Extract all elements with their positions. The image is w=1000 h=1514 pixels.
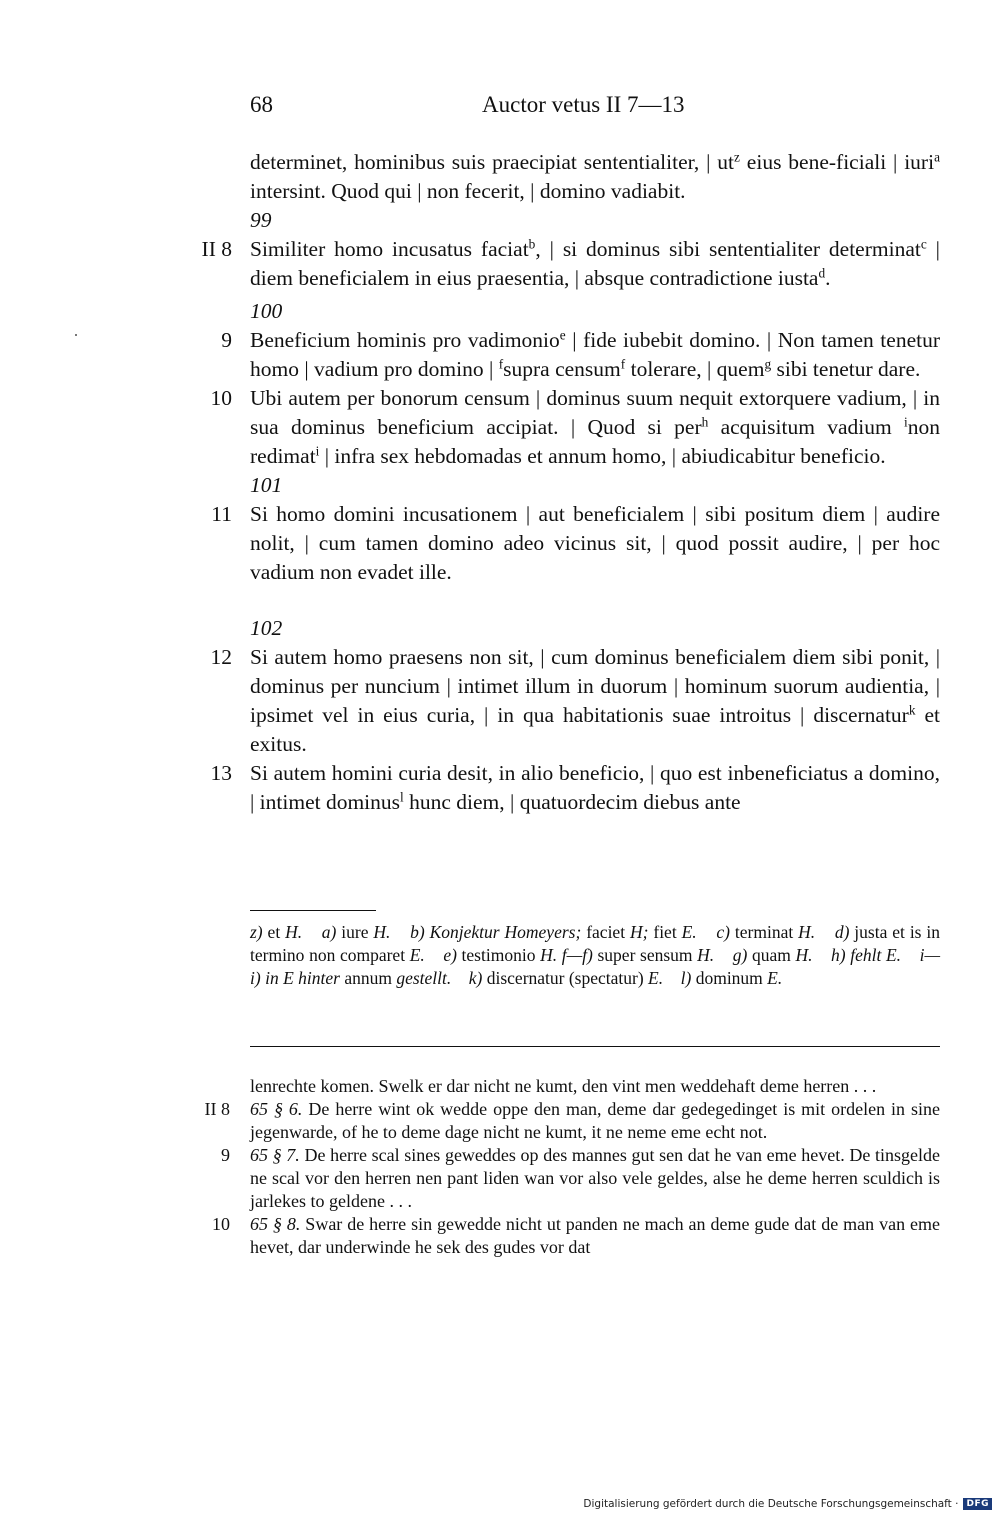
margin-number: 13 (210, 761, 232, 785)
margin-number: 12 (210, 645, 232, 669)
paragraph-9: 9 Beneficium hominis pro vadimonio$^e$ | fide iubebit domino. | Non tamen tenetur homo | vadium pro domino | $^f$supra censum$^f$ tolerare, | quem$^g$ sibi tenetur dare. (221, 327, 940, 381)
german-paragraph-10: 10 65 § 8. Swar de herre sin gewedde nicht ut panden ne mach an deme gude dat de man van eme hevet, dar underwinde he sek des gudes vor dat (212, 1214, 940, 1257)
german-paragraph-8: II 8 65 § 6. De herre wint ok wedde oppe den man, deme dar gedegedinget is mit ordelen in sine jegenwarde, of he to deme dage nicht ne kumt, it ne neme eme echt not. (204, 1099, 941, 1142)
section-heading-101: 101 (250, 473, 283, 497)
margin-number: 9 (221, 1145, 230, 1165)
german-paragraph-9: 9 65 § 7. De herre scal sines geweddes op des mannes gut sen dat he van eme hevet. De tinsgelde ne scal vor den herren nen pant liden wan vor also vele geldes, alse he deme herren sculdich is jarlekes to geldene . . . (221, 1145, 941, 1211)
margin-number: 10 (212, 1214, 230, 1234)
scan-speck (75, 334, 77, 336)
running-title: Auctor vetus II 7—13 (482, 92, 685, 117)
margin-number: 10 (210, 386, 232, 410)
section-heading-100: 100 (250, 299, 283, 323)
paragraph-13: 13 Si autem homini curia desit, in alio beneficio, | quo est inbeneficiatus a domino, | intimet dominus$^l$ hunc diem, | quatuordecim diebus ante (210, 761, 940, 814)
digitization-credit (583, 1498, 992, 1510)
paragraph-10: 10 Ubi autem per bonorum censum | dominus suum nequit extorquere vadium, | in sua dominus beneficium accipiat. | Quod si per$^h$ acquisitum vadium $^i$non redimat$^i$ | infra sex hebdomadas et annum homo, | abiudicabitur beneficio. (210, 386, 940, 468)
section-heading-99: 99 (250, 208, 272, 232)
german-intro: lenrechte komen. Swelk er dar nicht ne kumt, den vint men weddehaft deme herren . . . (250, 1076, 877, 1096)
paragraph-8: II 8 Similiter homo incusatus faciat$^b$, | si dominus sibi sententialiter determinat$^c$ | diem beneficialem in eius praesentia, | absque contradictione iusta$^d$. (201, 236, 940, 290)
dfg-logo: DFG (963, 1498, 992, 1510)
margin-number: II 8 (204, 1099, 230, 1119)
footnote-rule (250, 910, 376, 911)
margin-number: 9 (221, 328, 232, 352)
running-header (250, 92, 940, 126)
latin-text (201, 148, 940, 817)
section-heading-102: 102 (250, 616, 283, 640)
critical-apparatus (250, 921, 940, 990)
section-separator (250, 1046, 940, 1047)
margin-number: II 8 (201, 237, 232, 261)
paragraph-11: 11 Si homo domini incusationem | aut beneficialem | sibi positum diem | audire nolit, | cum tamen domino adeo vicinus sit, | quod possit audire, | per hoc vadium non evadet ille. (211, 502, 940, 584)
footnote-list: z) et H. a) iure H. b) Konjektur Homeyers; faciet H; fiet E. c) terminat H. d) justa et is in termino non comparet E. e) testimonio H. f—f) super sensum H. g) quam H. h) fehlt E. i—i) in E hinter annum gestellt. k) discernatur (spectatur) E. l) dominum E. (250, 922, 941, 988)
page-number: 68 (250, 92, 273, 117)
credit-text: Digitalisierung gefördert durch die Deutsche Forschungsgemeinschaft · (583, 1498, 959, 1510)
paragraph-12: 12 Si autem homo praesens non sit, | cum dominus beneficialem diem sibi ponit, | dominus per nuncium | intimet illum in duorum | hominum suorum audientia, | ipsimet vel in eius curia, | in qua habitationis suae introitus | discernatur$^k$ et exitus. (210, 645, 940, 756)
margin-number: 11 (211, 502, 232, 526)
german-parallel-text (204, 1075, 941, 1259)
paragraph-intro: determinet, hominibus suis praecipiat sententialiter, | $ut^z$ eius bene-ficiali | iuri$^a$ intersint. Quod qui | non fecerit, | domino vadiabit. (250, 149, 940, 203)
